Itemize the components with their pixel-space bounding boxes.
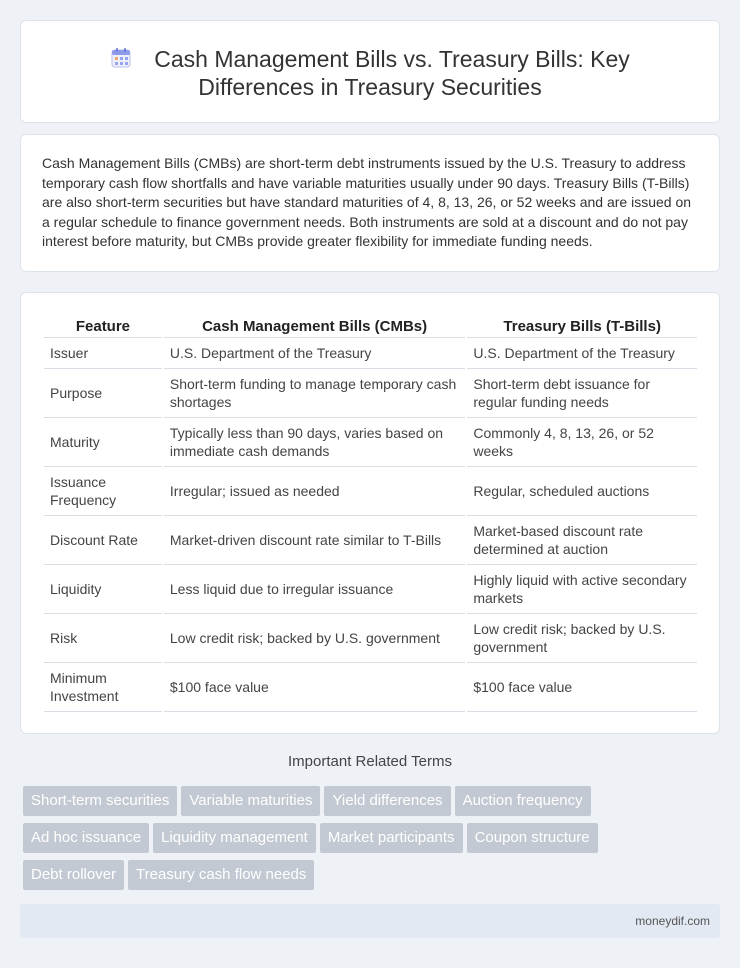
page-title — [21, 45, 719, 101]
cell-cmb: $100 face value — [164, 663, 465, 712]
header-tbill: Treasury Bills (T-Bills) — [467, 314, 697, 338]
cell-cmb: Low credit risk; backed by U.S. government — [164, 614, 465, 663]
cell-tbill: Commonly 4, 8, 13, 26, or 52 weeks — [467, 418, 697, 467]
related-term-tag[interactable]: Short-term securities — [23, 786, 177, 816]
cell-feature: Liquidity — [44, 565, 162, 614]
intro-card — [20, 134, 720, 272]
related-term-tag[interactable]: Market participants — [320, 823, 463, 853]
cell-tbill: Low credit risk; backed by U.S. government — [467, 614, 697, 663]
title-card — [20, 20, 720, 123]
title-line-1: Cash Management Bills vs. Treasury Bills: Key — [154, 46, 630, 72]
comparison-table — [42, 314, 699, 712]
related-term-tag[interactable]: Yield differences — [324, 786, 450, 816]
table-row — [44, 614, 697, 663]
cell-cmb: Short-term funding to manage temporary cash shortages — [164, 369, 465, 418]
cell-tbill: Highly liquid with active secondary markets — [467, 565, 697, 614]
related-term-tag[interactable]: Auction frequency — [455, 786, 591, 816]
cell-feature: Issuance Frequency — [44, 467, 162, 516]
footer-site[interactable]: moneydif.com — [635, 914, 710, 928]
cell-cmb: U.S. Department of the Treasury — [164, 338, 465, 369]
cell-tbill: Short-term debt issuance for regular funding needs — [467, 369, 697, 418]
comparison-card — [20, 292, 720, 734]
table-row — [44, 516, 697, 565]
table-row — [44, 565, 697, 614]
footer — [20, 904, 720, 938]
related-term-tag[interactable]: Debt rollover — [23, 860, 124, 890]
table-row — [44, 418, 697, 467]
cell-cmb: Typically less than 90 days, varies based on immediate cash demands — [164, 418, 465, 467]
cell-feature: Discount Rate — [44, 516, 162, 565]
cell-cmb: Irregular; issued as needed — [164, 467, 465, 516]
cell-cmb: Less liquid due to irregular issuance — [164, 565, 465, 614]
cell-feature: Maturity — [44, 418, 162, 467]
table-row — [44, 369, 697, 418]
cell-tbill: Market-based discount rate determined at auction — [467, 516, 697, 565]
cell-feature: Risk — [44, 614, 162, 663]
cell-feature: Issuer — [44, 338, 162, 369]
cell-tbill: $100 face value — [467, 663, 697, 712]
cell-cmb: Market-driven discount rate similar to T-Bills — [164, 516, 465, 565]
cell-tbill: Regular, scheduled auctions — [467, 467, 697, 516]
table-row — [44, 467, 697, 516]
table-row — [44, 663, 697, 712]
intro-paragraph: Cash Management Bills (CMBs) are short-term debt instruments issued by the U.S. Treasury to address temporary cash flow shortfalls and have variable maturities usually under 90 days. Treasury Bills (T-Bills) are also short-term securities but have standard maturities of 4, 8, 13, 26, or 52 weeks and are issued on a regular schedule to finance government needs. Both instruments are sold at a discount and do not pay interest before maturity, but CMBs provide greater flexibility for immediate funding needs. — [42, 155, 692, 250]
related-term-tag[interactable]: Treasury cash flow needs — [128, 860, 314, 890]
table-row — [44, 338, 697, 369]
related-terms-title: Important Related Terms — [288, 753, 452, 770]
calendar-icon — [110, 47, 132, 69]
cell-tbill: U.S. Department of the Treasury — [467, 338, 697, 369]
title-line-2: Differences in Treasury Securities — [198, 74, 542, 100]
header-cmb: Cash Management Bills (CMBs) — [164, 314, 465, 338]
cell-feature: Minimum Investment — [44, 663, 162, 712]
cell-feature: Purpose — [44, 369, 162, 418]
related-term-tag[interactable]: Variable maturities — [181, 786, 320, 816]
header-feature: Feature — [44, 314, 162, 338]
table-header-row — [44, 314, 697, 338]
related-term-tag[interactable]: Liquidity management — [153, 823, 316, 853]
related-term-tag[interactable]: Coupon structure — [467, 823, 598, 853]
related-term-tag[interactable]: Ad hoc issuance — [23, 823, 149, 853]
related-terms-list — [23, 786, 713, 897]
